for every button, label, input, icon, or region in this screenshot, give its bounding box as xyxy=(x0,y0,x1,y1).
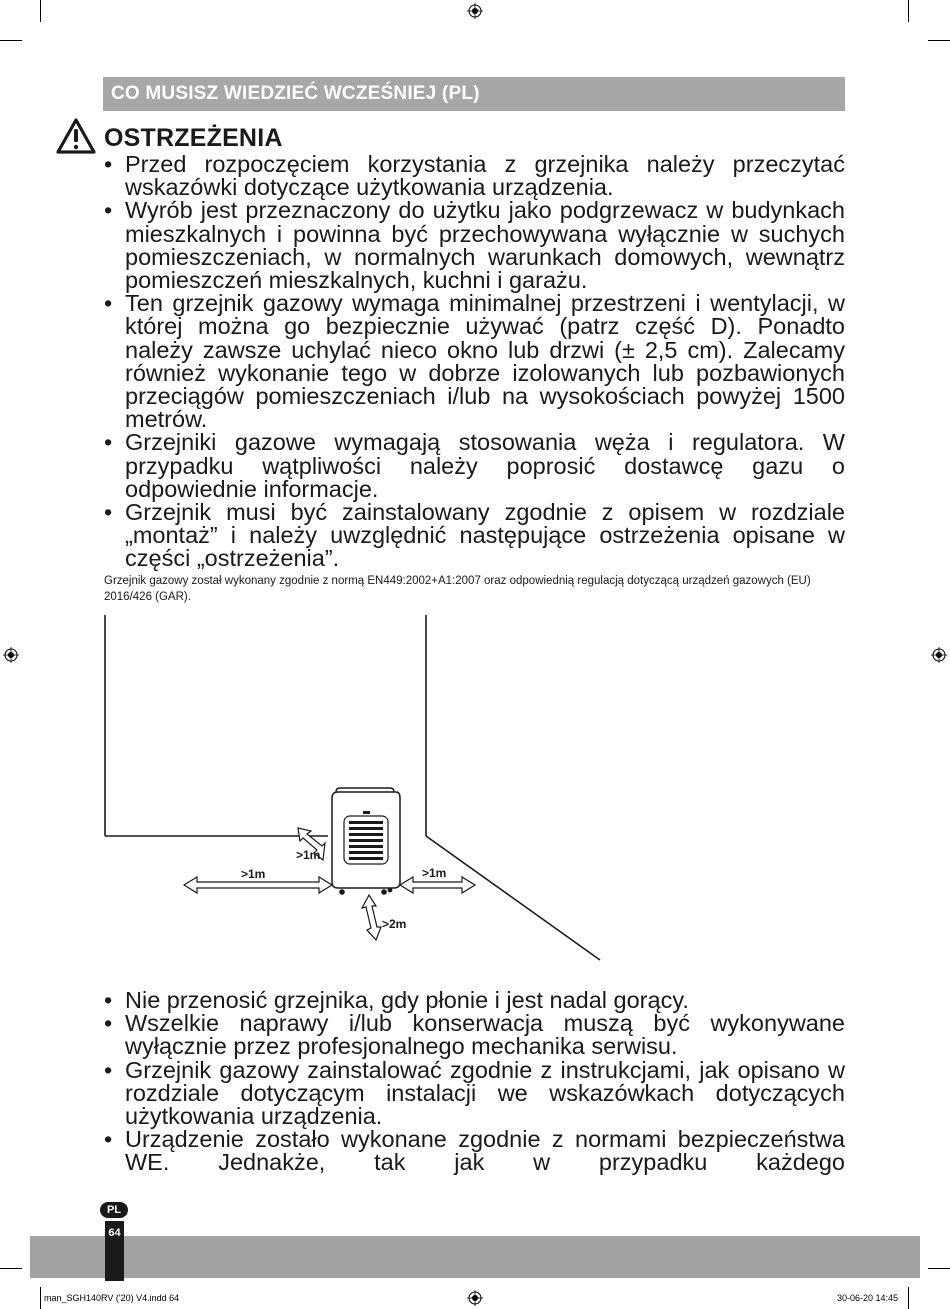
clearance-arrow-front xyxy=(362,895,381,940)
crop-mark xyxy=(40,1287,41,1309)
warning-list xyxy=(103,153,845,571)
crop-mark xyxy=(908,0,909,22)
list-item: • Wyrób jest przeznaczony do użytku jako podgrzewacz w budynkach mieszkalnych i powinna być przechowywana wyłącznie w suchych pomieszczeniach, w normalnych warunkach domowych, wewnątrz pomieszczeń mieszkalnych, kuchni i garażu. xyxy=(104,197,845,294)
registration-mark-icon xyxy=(467,1290,483,1306)
list-item-text: Grzejnik musi być zainstalowany zgodnie z opisem w rozdziale „montaż” i należy uwzględnić następujące ostrzeżenia opisane w części „ostrzeżenia”. xyxy=(125,499,845,572)
clearance-label-right: >1m xyxy=(422,866,447,880)
registration-mark-icon xyxy=(467,3,483,19)
floor-right-line xyxy=(426,836,600,960)
list-item: • Ten grzejnik gazowy wymaga minimalnej przestrzeni i wentylacji, w której można go bezpiecznie używać (patrz część D). Ponadto należy zawsze uchylać nieco okno lub drzwi (± 2,5 cm). Zalecamy również wykonanie tego w dobrze izolowanych lub pozbawionych przeciągów pomieszczeniach i/lub na wysokościach powyżej 1500 metrów. xyxy=(104,290,845,433)
warning-list-continued xyxy=(103,989,845,1175)
list-item: • Urządzenie zostało wykonane zgodnie z normami bezpieczeństwa WE. Jednakże, tak jak w przypadku każdego xyxy=(104,1126,845,1176)
list-item: • Grzejniki gazowe wymagają stosowania węża i regulatora. W przypadku wątpliwości należy poprosić dostawcę gazu o odpowiednie informacje. xyxy=(104,429,845,502)
list-item-text: Grzejniki gazowe wymagają stosowania węża i regulatora. W przypadku wątpliwości należy poprosić dostawcę gazu o odpowiednie informacje. xyxy=(125,429,845,502)
crop-mark xyxy=(928,1268,950,1269)
page-number-tab xyxy=(105,1221,124,1281)
heater-icon xyxy=(332,788,400,895)
crop-mark xyxy=(908,1287,909,1309)
crop-mark xyxy=(928,40,950,41)
language-badge: PL xyxy=(100,1202,128,1218)
list-item: • Wszelkie naprawy i/lub konserwacja muszą być wykonywane wyłącznie przez profesjonalnego mechanika serwisu. xyxy=(104,1010,845,1060)
warning-title: OSTRZEŻENIA xyxy=(104,124,283,152)
page-number: 64 xyxy=(108,1227,121,1239)
warning-triangle-icon xyxy=(56,118,96,154)
registration-mark-icon xyxy=(3,647,19,663)
clearance-diagram xyxy=(104,612,604,972)
list-item: • Nie przenosić grzejnika, gdy płonie i jest nadal gorący. xyxy=(104,987,689,1013)
registration-mark-icon xyxy=(931,647,947,663)
list-item-text: Wszelkie naprawy i/lub konserwacja muszą być wykonywane wyłącznie przez profesjonalnego mechanika serwisu. xyxy=(125,1010,845,1060)
clearance-label-front: >2m xyxy=(382,917,407,931)
list-item-text: Wyrób jest przeznaczony do użytku jako podgrzewacz w budynkach mieszkalnych i powinna być przechowywana wyłącznie w suchych pomieszczeniach, w normalnych warunkach domowych, wewnątrz pomieszczeń mieszkalnych, kuchni i garażu. xyxy=(125,197,845,294)
list-item-text: Grzejnik gazowy zainstalować zgodnie z instrukcjami, jak opisano w rozdziale dotyczącym instalacji we wskazówkach dotyczących użytkowania urządzenia. xyxy=(125,1056,845,1130)
list-item: • Grzejnik gazowy zainstalować zgodnie z instrukcjami, jak opisano w rozdziale dotyczącym instalacji we wskazówkach dotyczących użytkowania urządzenia. xyxy=(104,1056,845,1130)
list-item-text: Ten grzejnik gazowy wymaga minimalnej przestrzeni i wentylacji, w której można go bezpiecznie używać (patrz część D). Ponadto należy zawsze uchylać nieco okno lub drzwi (± 2,5 cm). Zalecamy również wykonanie tego w dobrze izolowanych lub pozbawionych przeciągów pomieszczeniach i/lub na wysokościach powyżej 1500 metrów. xyxy=(125,290,845,433)
file-slug: man_SGH140RV ('20) V4.indd 64 xyxy=(44,1293,180,1303)
print-timestamp: 30-06-20 14:45 xyxy=(837,1293,899,1303)
clearance-label-left: >1m xyxy=(241,867,266,881)
list-item-text: Urządzenie zostało wykonane zgodnie z normami bezpieczeństwa WE. Jednakże, tak jak w przypadku każdego xyxy=(125,1126,845,1176)
crop-mark xyxy=(40,0,41,22)
list-item-text: Przed rozpoczęciem korzystania z grzejnika należy przeczytać wskazówki dotyczące użytkowania urządzenia. xyxy=(125,151,845,201)
crop-mark xyxy=(0,40,22,41)
section-title: CO MUSISZ WIEDZIEĆ WCZEŚNIEJ (PL) xyxy=(111,83,480,104)
footer-bar xyxy=(30,1236,920,1278)
section-header xyxy=(103,77,845,111)
list-item: • Grzejnik musi być zainstalowany zgodnie z opisem w rozdziale „montaż” i należy uwzględnić następujące ostrzeżenia opisane w części „ostrzeżenia”. xyxy=(104,499,845,572)
compliance-note: Grzejnik gazowy został wykonany zgodnie z normą EN449:2002+A1:2007 oraz odpowiednią regulacją dotyczącą urządzeń gazowych (EU) 2016/426 (GAR). xyxy=(104,575,811,603)
list-item-text: Nie przenosić grzejnika, gdy płonie i jest nadal gorący. xyxy=(125,987,689,1013)
crop-mark xyxy=(0,1268,22,1269)
list-item: • Przed rozpoczęciem korzystania z grzejnika należy przeczytać wskazówki dotyczące użytkowania urządzenia. xyxy=(104,151,845,201)
clearance-label-back: >1m xyxy=(296,848,321,862)
